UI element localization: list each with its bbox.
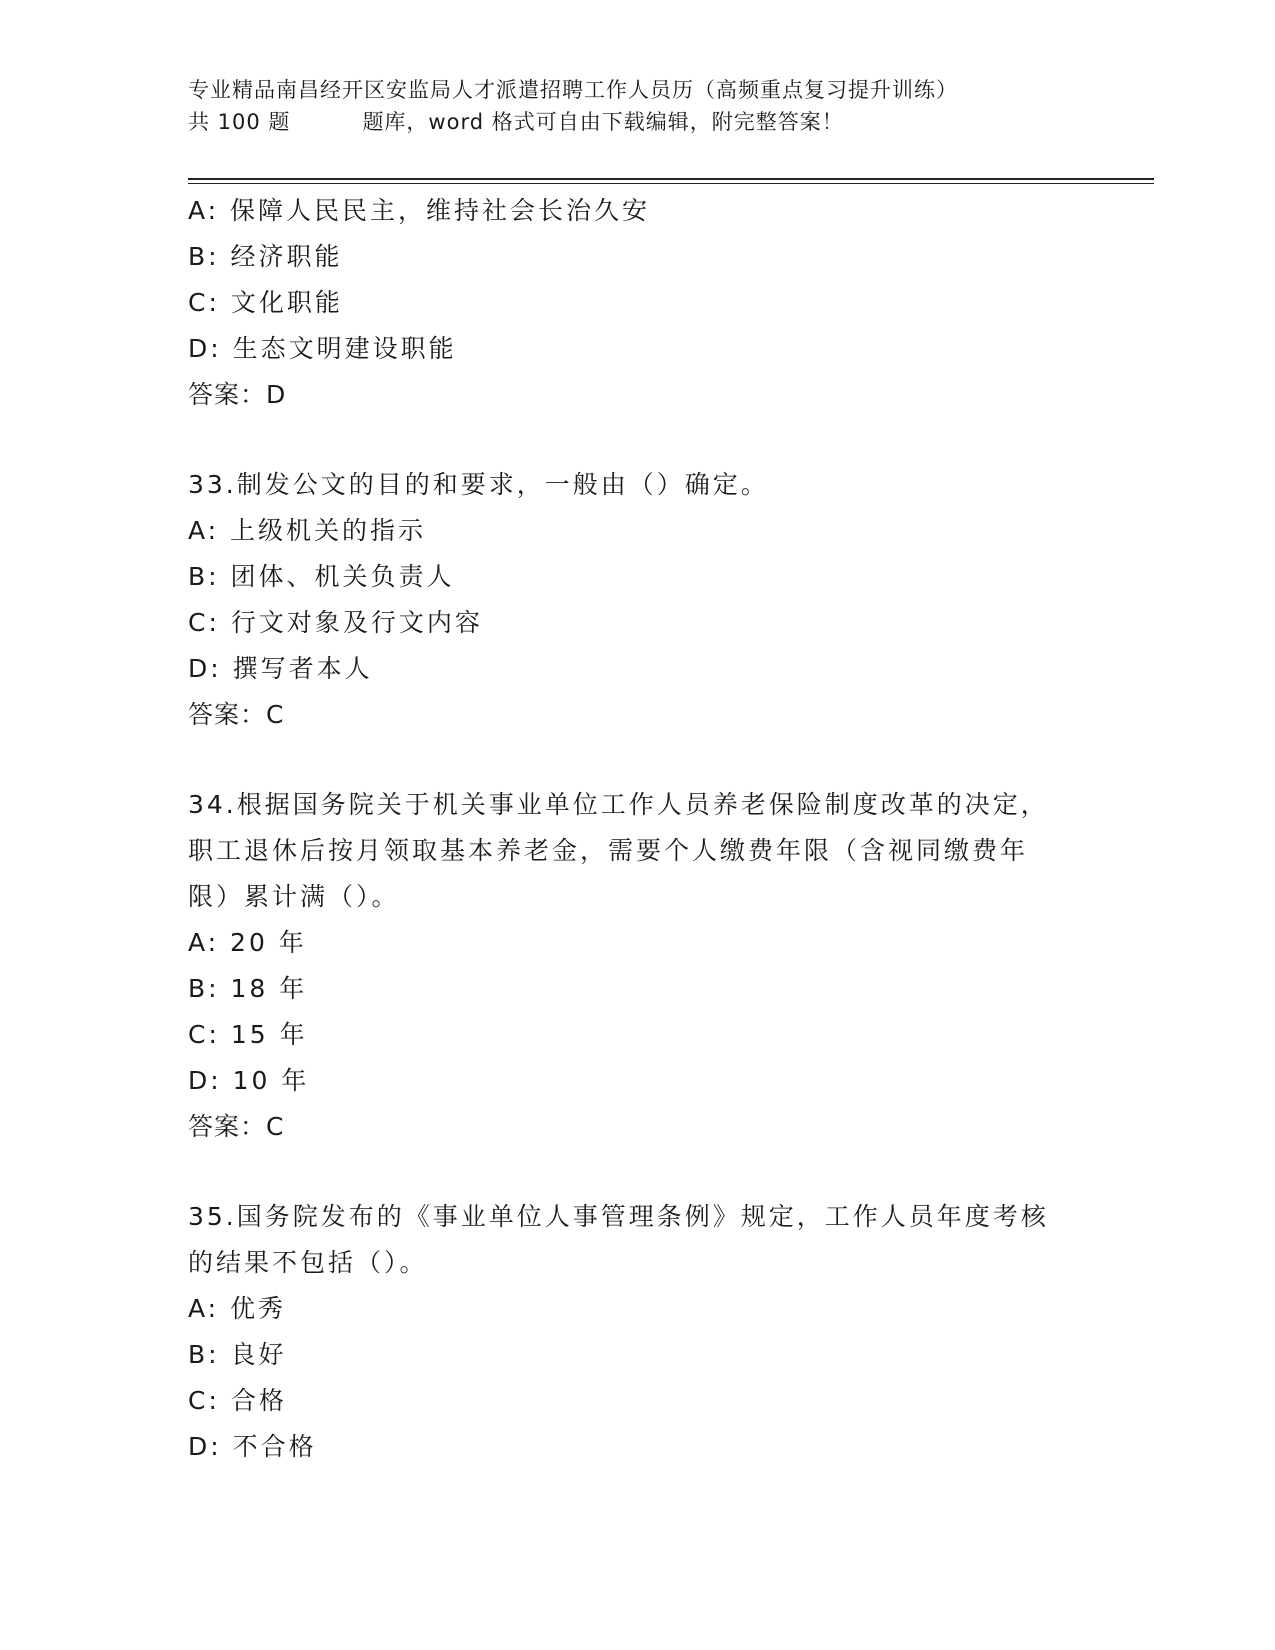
answer-line: 答案：C bbox=[188, 700, 285, 729]
question-list bbox=[188, 188, 1088, 1470]
question-gap bbox=[188, 418, 1088, 462]
document-header bbox=[188, 74, 1148, 138]
option-d: D: 生态文明建设职能 bbox=[188, 334, 457, 363]
header-subtitle bbox=[188, 106, 1148, 138]
question-block-32 bbox=[188, 188, 1088, 418]
option-d: D: 10 年 bbox=[188, 1066, 310, 1095]
option-c: C: 文化职能 bbox=[188, 288, 343, 317]
option-c: C: 合格 bbox=[188, 1386, 287, 1415]
option-b: B: 18 年 bbox=[188, 974, 308, 1003]
option-a: A: 优秀 bbox=[188, 1294, 287, 1323]
option-a: A: 保障人民民主，维持社会长治久安 bbox=[188, 196, 651, 225]
option-d: D: 不合格 bbox=[188, 1432, 317, 1461]
option-b: B: 经济职能 bbox=[188, 242, 343, 271]
question-text-line-2: 的结果不包括（）。 bbox=[188, 1248, 428, 1277]
question-text-line-2: 职工退休后按月领取基本养老金，需要个人缴费年限（含视同缴费年 bbox=[188, 836, 1029, 865]
question-block-34 bbox=[188, 782, 1088, 1150]
answer-line: 答案：C bbox=[188, 1112, 285, 1141]
option-d: D: 撰写者本人 bbox=[188, 654, 373, 683]
question-gap bbox=[188, 738, 1088, 782]
header-question-count: 共 100 题 bbox=[188, 110, 291, 134]
header-divider-thick bbox=[188, 178, 1154, 180]
question-text-line-1: 35.国务院发布的《事业单位人事管理条例》规定，工作人员年度考核 bbox=[188, 1202, 1049, 1231]
option-a: A: 20 年 bbox=[188, 928, 307, 957]
option-c: C: 15 年 bbox=[188, 1020, 308, 1049]
question-block-35 bbox=[188, 1194, 1088, 1470]
header-title: 专业精品南昌经开区安监局人才派遣招聘工作人员历（高频重点复习提升训练） bbox=[188, 78, 958, 102]
header-divider-thin bbox=[188, 183, 1154, 184]
question-text-line-3: 限）累计满（）。 bbox=[188, 882, 400, 911]
option-c: C: 行文对象及行文内容 bbox=[188, 608, 483, 637]
option-a: A: 上级机关的指示 bbox=[188, 516, 427, 545]
option-b: B: 团体、机关负责人 bbox=[188, 562, 455, 591]
question-text: 33.制发公文的目的和要求，一般由（）确定。 bbox=[188, 470, 769, 499]
option-b: B: 良好 bbox=[188, 1340, 287, 1369]
header-description: 题库，word 格式可自由下载编辑，附完整答案！ bbox=[362, 110, 844, 134]
answer-line: 答案：D bbox=[188, 380, 287, 409]
question-block-33 bbox=[188, 462, 1088, 738]
question-text-line-1: 34.根据国务院关于机关事业单位工作人员养老保险制度改革的决定， bbox=[188, 790, 1049, 819]
question-gap bbox=[188, 1150, 1088, 1194]
